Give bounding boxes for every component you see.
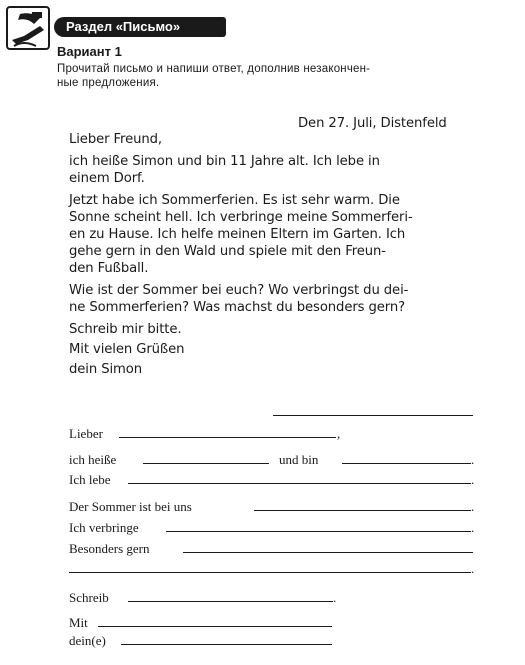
date-answer-line[interactable] [273, 415, 473, 416]
letter-closing: Schreib mir bitte. [69, 322, 182, 337]
form-label-und-bin: und bin [279, 452, 319, 467]
form-dot: . [333, 590, 337, 605]
letter-line: ich heiße Simon und bin 11 Jahre alt. Ich lebe in [69, 154, 380, 169]
form-dot: . [471, 472, 475, 487]
letter-greeting: Lieber Freund, [69, 132, 162, 147]
answer-line-besonders-2[interactable] [69, 572, 471, 573]
task-line: Прочитай письмо и напиши ответ, дополнив незакончен- [57, 63, 371, 75]
form-label-mit: Mit [69, 615, 88, 630]
variant-title: Вариант 1 [57, 44, 122, 59]
section-title: Раздел «Письмо» [54, 17, 226, 37]
answer-line-name[interactable] [143, 463, 269, 464]
form-label-dein: dein(e) [69, 633, 106, 648]
form-label-schreib: Schreib [69, 590, 109, 605]
letter-line: gehe gern in den Wald und spiele mit den Freun- [69, 244, 386, 259]
answer-line-lebe[interactable] [128, 483, 471, 484]
answer-line-dein[interactable] [121, 644, 332, 645]
letter-closing: Mit vielen Grüßen [69, 342, 185, 357]
letter-line: Sonne scheint hell. Ich verbringe meine Sommerferi- [69, 210, 413, 225]
form-dot: . [471, 452, 475, 467]
letter-line: en zu Hause. Ich helfe meinen Eltern im Garten. Ich [69, 227, 406, 242]
form-comma: , [337, 426, 341, 441]
answer-line-besonders[interactable] [183, 552, 473, 553]
letter-line: Wie ist der Sommer bei euch? Wo verbringst du dei- [69, 283, 409, 298]
answer-line-mit[interactable] [98, 626, 332, 627]
letter-signature: dein Simon [69, 362, 143, 377]
form-label-sommer: Der Sommer ist bei uns [69, 499, 192, 514]
letter-line: Jetzt habe ich Sommerferien. Es ist sehr warm. Die [69, 193, 400, 208]
form-dot: . [471, 499, 475, 514]
form-label-verbringe: Ich verbringe [69, 520, 139, 535]
form-label-ich-heisse: ich heiße [69, 452, 117, 467]
form-dot: . [471, 561, 475, 576]
form-label-besonders: Besonders gern [69, 541, 150, 556]
answer-line-age[interactable] [342, 463, 471, 464]
letter-line: einem Dorf. [69, 171, 145, 186]
answer-line-schreib[interactable] [128, 601, 333, 602]
form-label-lieber: Lieber [69, 426, 103, 441]
letter-line: ne Sommerferien? Was machst du besonders gern? [69, 300, 406, 315]
letter-body [69, 131, 479, 378]
writing-hand-icon [6, 6, 50, 50]
letter-date: Den 27. Juli, Distenfeld [298, 116, 447, 131]
form-dot: . [471, 520, 475, 535]
answer-line-sommer[interactable] [254, 510, 471, 511]
task-instruction [57, 62, 477, 90]
answer-line-verbringe[interactable] [166, 531, 471, 532]
form-label-ich-lebe: Ich lebe [69, 472, 111, 487]
task-line: ные предложения. [57, 77, 160, 89]
answer-line-lieber[interactable] [119, 437, 336, 438]
letter-line: den Fußball. [69, 261, 149, 276]
